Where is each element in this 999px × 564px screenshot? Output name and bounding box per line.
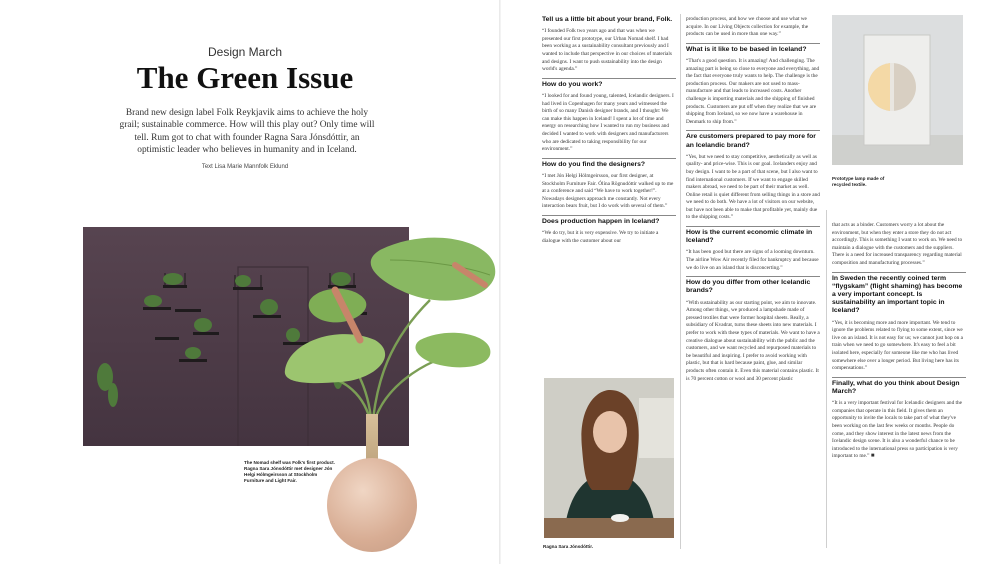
answer-text: “Yes, it is becoming more and more important. We tend to ignore the problems related to flying to some extent, since we live on an island. It is not easy for us; we cannot just hop on a train when we need to go somewhere. It's easy to feel a bit isolated here, especially for someone like me who has lived somewhere else over a longer period. But living here has its compensations.”: [832, 319, 963, 372]
anthurium-plant-illustration: [280, 230, 500, 470]
column-divider: [680, 14, 681, 549]
column-divider: [826, 210, 827, 548]
answer-text: [832, 400, 966, 461]
answer-text: “That's a good question. It is amazing! And challenging. The amazing part is being so close to everyone and everything, and the fact that everyone truly wants to help. The challenge is the production process. Our makers are not used to mass-manufacture and that leads to increased costs. Another challenge is importing materials and the shipping of finished products. Customers are put off when they realize that we are shipping from Iceland, so we now have a warehouse in Denmark to ship from.”: [686, 57, 820, 125]
article-intro: Brand new design label Folk Reykjavik aims to achieve the holy grail; sustainable commerce. How will this play out? Only time will tell. Rum got to chat with founder Ragna Sara Jónsdóttir, an optimistic leader who believes in humanity and in Iceland.: [119, 108, 375, 156]
question-heading: Tell us a little bit about your brand, Folk.: [542, 16, 673, 23]
question-heading: In Sweden the recently coined term “flygskam” (flight shaming) has become a very important concept. Is sustainability an important topic in Iceland?: [832, 272, 966, 316]
answer-text-body: “It is a very important festival for Icelandic designers and the companies that operate in this field. It gives them an opportunity to invite the locals to take part of what they've been working on the last few weeks or months. People do come, and they show interest in the latest news from the Icelandic design scene. It is also a wonderful chance to be introduced to the international press so participation is very important to me.”: [832, 400, 963, 460]
article-column-3: [832, 222, 966, 556]
answer-text: production process, and how we choose and use what we acquire. In our Living Objects collection for example, the products can be used in more than one way.”: [686, 16, 809, 38]
answer-text: “It has been good but there are signs of a looming downturn. The airline Wow Air recently filed for bankruptcy and because we do live on an island that is disconcerting.”: [686, 249, 819, 271]
article-column-1: [542, 16, 676, 361]
answer-text: “Yes, but we need to stay competitive, aesthetically as well as quality- and price-wise. This is our goal. Icelanders enjoy and buy design. I want to be a part of that scene, but I also want to find international customers. If we want to engage skilled makers abroad, we need to be part of their market as well. Online retail is quiet different from selling things in a store and we need to do both. We have a lot of visitors on our website, but have not been able to make that profitable yet, mainly due to the shipping costs.”: [686, 153, 820, 221]
article-column-2: [686, 16, 820, 552]
vase: [327, 458, 417, 552]
page-gutter: [499, 0, 501, 564]
section-kicker: Design March: [207, 45, 283, 59]
question-heading: How do you find the designers?: [542, 158, 676, 169]
portrait-photo: [544, 378, 674, 538]
question-heading: Finally, what do you think about Design March?: [832, 377, 966, 396]
answer-text: “We do try, but it is very expensive. We try to initiate a dialogue with the customer about our: [542, 230, 659, 244]
question-heading: How do you differ from other Icelandic brands?: [686, 276, 820, 295]
lamp-illustration: [832, 15, 963, 165]
answer-text: “With sustainability as our starting point, we aim to innovate. Among other things, we produced a lampshade made of pressed textiles that were former hospital sheets. Really, a subsidiary of Kvadrat, turns these sheets into new materials. I prefer to work with these types of materials. We want to have a creative dialogue about sustainability with the public and the customers, and we want recycled and repurposed materials to be beautiful and inspiring. I prefer to avoid working with plastic, but that is hard because paint, glue, and similar products often contain it. Even this material contains plastic. It is 70 percent cotton or wool and 30 percent plastic: [686, 299, 820, 382]
question-heading: What is it like to be based in Iceland?: [686, 43, 820, 54]
end-mark-icon: ■: [870, 453, 875, 460]
question-heading: Are customers prepared to pay more for an Icelandic brand?: [686, 130, 820, 149]
photo-caption: The Nomad shelf was Folk's first product. Ragna Sara Jónsdóttir met designer Jón Helgi Hólmgeirsson at Stockholm Furniture and Light Fair.: [244, 460, 335, 483]
answer-text: “I met Jón Helgi Hólmgeirsson, our first designer, at Stockholm Furniture Fair. Ólína Rögnudóttir walked up to me at a conference and said “We have to work together!”. Nowadays designers approach me constantly. Not every interaction bears fruit, but I do work with several of them.”: [542, 172, 674, 210]
question-heading: How is the current economic climate in Iceland?: [686, 226, 820, 245]
article-title: The Green Issue: [136, 60, 354, 95]
lamp-photo: [832, 15, 963, 165]
lamp-caption: Prototype lamp made of recycled textile.: [832, 176, 885, 187]
author-credit: Text Lisa Marie Mannfolk Eklund: [201, 164, 289, 170]
answer-text: “I looked for and found young, talented, Icelandic designers. I had lived in Copenhagen for many years and witnessed the birth of so many Danish designer brands, and I thought: We can make this happen in Iceland! I spent a lot of time and energy on researching how I wanted to run my business and decided I wanted to work with designers and manufacturers who are dedicated to taking responsibility for our environment.”: [542, 92, 674, 153]
vase-neck: [366, 414, 378, 464]
question-heading: How do you work?: [542, 78, 676, 89]
answer-text: that acts as a binder. Customers worry a lot about the environment, but when they enter a store they do not act accordingly. This is something I want to work on. We need to maintain a dialogue with the customers and the suppliers. There is a need for increased transparency regarding material composition and manufacturing processes.”: [832, 222, 963, 266]
question-heading: Does production happen in Iceland?: [542, 215, 676, 226]
portrait-illustration: [544, 378, 674, 538]
portrait-caption: Ragna Sara Jónsdóttir.: [543, 544, 594, 549]
answer-text: “I founded Folk two years ago and that was when we presented our first prototype, our Urban Nomad shelf. I had been working as a sustainability consultant previously and I wanted to include that perspective in our choices of materials and designs. I want to push sustainability into the design world's agenda.”: [542, 28, 672, 73]
